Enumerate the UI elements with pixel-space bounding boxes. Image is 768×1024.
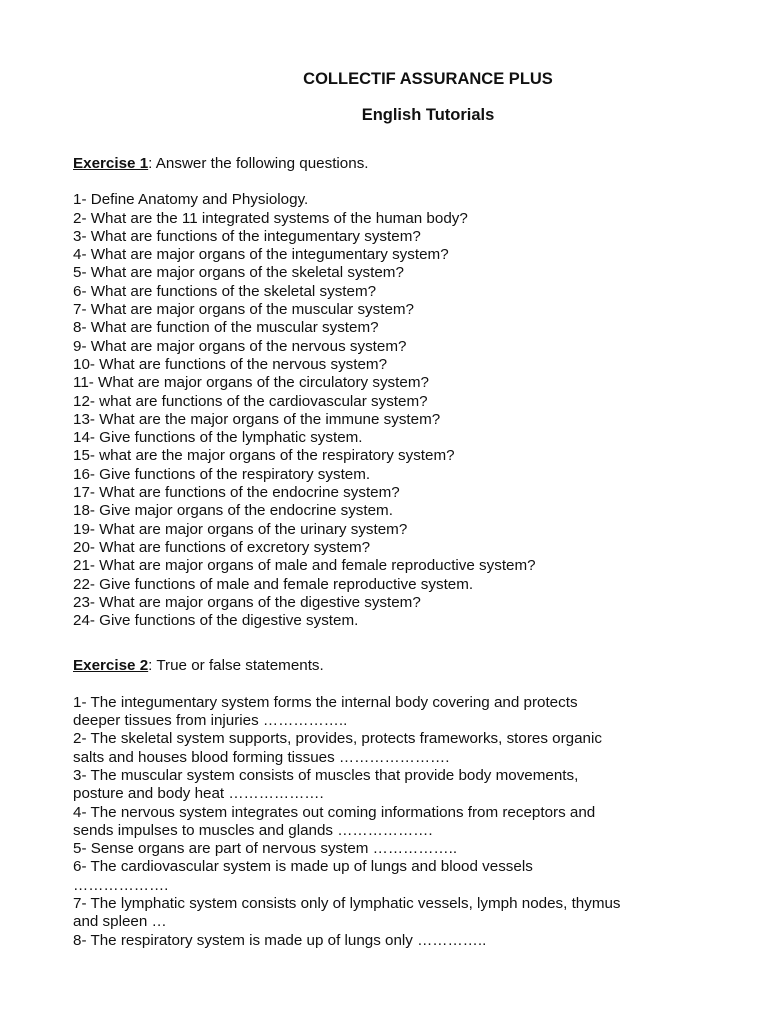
exercise-2-section: [73, 657, 713, 949]
question-item: 13- What are the major organs of the immune system?: [73, 410, 441, 428]
statement-line: 2- The skeletal system supports, provides, protects frameworks, stores organic: [73, 730, 602, 748]
exercise-1-label: Exercise 1: [73, 155, 149, 172]
question-item: 19- What are major organs of the urinary system?: [73, 520, 408, 538]
statement-line: 8- The respiratory system is made up of lungs only …………..: [73, 931, 487, 949]
statement-line: 7- The lymphatic system consists only of lymphatic vessels, lymph nodes, thymus: [73, 894, 621, 912]
question-item: 14- Give functions of the lymphatic system.: [73, 429, 363, 447]
statement-line: 5- Sense organs are part of nervous system ……………..: [73, 840, 458, 858]
question-item: 11- What are major organs of the circulatory system?: [73, 374, 429, 392]
exercise-2-statements: [73, 694, 713, 950]
question-item: 21- What are major organs of male and female reproductive system?: [73, 557, 536, 575]
question-item: 16- Give functions of the respiratory system.: [73, 465, 371, 483]
question-item: 4- What are major organs of the integumentary system?: [73, 246, 449, 264]
statement-line: deeper tissues from injuries ……………..: [73, 712, 348, 730]
exercise-1-instruction: : Answer the following questions.: [148, 155, 369, 172]
question-item: 24- Give functions of the digestive system.: [73, 612, 359, 630]
statement-line: salts and houses blood forming tissues ………………….: [73, 748, 450, 766]
question-item: 23- What are major organs of the digestive system?: [73, 593, 421, 611]
document-body: [73, 155, 713, 950]
question-item: 15- what are the major organs of the respiratory system?: [73, 447, 455, 465]
statement-line: posture and body heat ……………….: [73, 785, 324, 803]
statement-line: 3- The muscular system consists of muscles that provide body movements,: [73, 766, 579, 784]
statement-line: and spleen …: [73, 913, 167, 931]
exercise-2-instruction: : True or false statements.: [148, 657, 324, 675]
document-title: COLLECTIF ASSURANCE PLUS: [303, 70, 553, 88]
exercise-1-heading: [73, 155, 713, 173]
statement-line: sends impulses to muscles and glands ……………….: [73, 821, 433, 839]
statement-line: 1- The integumentary system forms the internal body covering and protects: [73, 693, 578, 711]
question-item: 22- Give functions of male and female reproductive system.: [73, 575, 474, 593]
question-item: 8- What are function of the muscular system?: [73, 319, 379, 337]
question-item: 3- What are functions of the integumentary system?: [73, 227, 421, 245]
question-item: 12- what are functions of the cardiovascular system?: [73, 392, 428, 410]
exercise-1-questions: [73, 191, 713, 630]
exercise-1-section: [73, 155, 713, 630]
question-item: 10- What are functions of the nervous system?: [73, 355, 388, 373]
statement-line: 6- The cardiovascular system is made up of lungs and blood vessels: [73, 858, 533, 876]
question-item: 1- Define Anatomy and Physiology.: [73, 191, 309, 209]
question-item: 20- What are functions of excretory system?: [73, 538, 371, 556]
exercise-2-label: Exercise 2: [73, 657, 149, 675]
exercise-2-heading: [73, 657, 713, 675]
question-item: 17- What are functions of the endocrine system?: [73, 484, 400, 502]
question-item: 6- What are functions of the skeletal system?: [73, 282, 377, 300]
question-item: 7- What are major organs of the muscular system?: [73, 301, 415, 319]
statement-line: ……………….: [73, 876, 169, 894]
document-subtitle: English Tutorials: [361, 106, 495, 124]
question-item: 2- What are the 11 integrated systems of the human body?: [73, 209, 468, 227]
question-item: 18- Give major organs of the endocrine system.: [73, 502, 393, 520]
statement-line: 4- The nervous system integrates out coming informations from receptors and: [73, 803, 596, 821]
question-item: 9- What are major organs of the nervous system?: [73, 337, 407, 355]
question-item: 5- What are major organs of the skeletal system?: [73, 264, 404, 282]
